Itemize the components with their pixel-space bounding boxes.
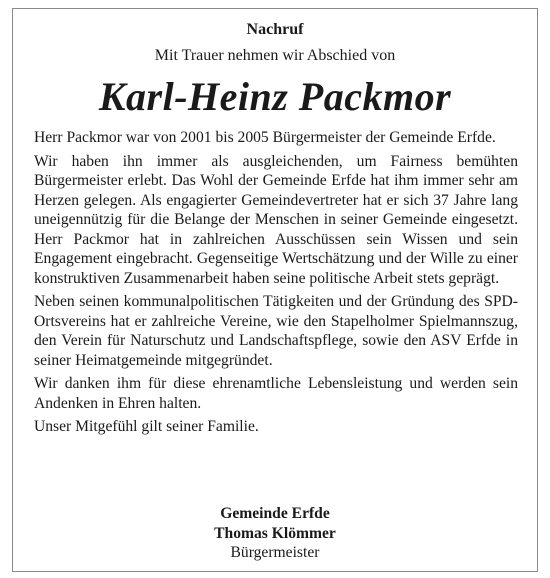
paragraph-term: Herr Packmor war von 2001 bis 2005 Bürgermeister der Gemeinde Erfde. xyxy=(34,129,496,146)
paragraph-condolence: Unser Mitgefühl gilt seiner Familie. xyxy=(34,418,259,435)
deceased-name: Karl-Heinz Packmor xyxy=(98,74,452,119)
signature-person: Thomas Klömmer xyxy=(214,524,336,542)
signature-role: Bürgermeister xyxy=(230,544,320,561)
notice-intro: Mit Trauer nehmen wir Abschied von xyxy=(154,47,396,64)
paragraph-thanks: Wir danken ihm für diese ehrenamtliche Lebensleistung und werden sein Andenken in Ehren halten. xyxy=(34,375,518,412)
paragraph-activities: Neben seinen kommunalpolitischen Tätigkeiten und der Gründung des SPD-Ortsvereins hat er zahlreiche Vereine, wie den Stapelholmer Spielmannszug, den Verein für Naturschutz und Landschaftspflege, sowie den ASV Erfde in seiner Heimatgemeinde mitgegründet. xyxy=(34,293,518,369)
signature-block xyxy=(0,504,550,563)
notice-body xyxy=(34,128,518,441)
paragraph-tribute: Wir haben ihn immer als ausgleichenden, um Fairness bemühten Bürgermeister erlebt. Das Wohl der Gemeinde Erfde hat ihm immer sehr am Herzen gelegen. Als engagierter Gemeindevertreter hat er sich 37 Jahre lang uneigennützig für die Belange der Menschen in seiner Gemeinde eingesetzt. Herr Packmor hat in zahlreichen Ausschüssen sein Wissen und sein Engagement eingebracht. Gegenseitige Wertschätzung und der Wille zu einer konstruktiven Zusammenarbeit haben seine politische Arbeit stets geprägt. xyxy=(34,152,518,287)
notice-heading: Nachruf xyxy=(246,21,304,38)
signature-organization: Gemeinde Erfde xyxy=(220,505,330,522)
